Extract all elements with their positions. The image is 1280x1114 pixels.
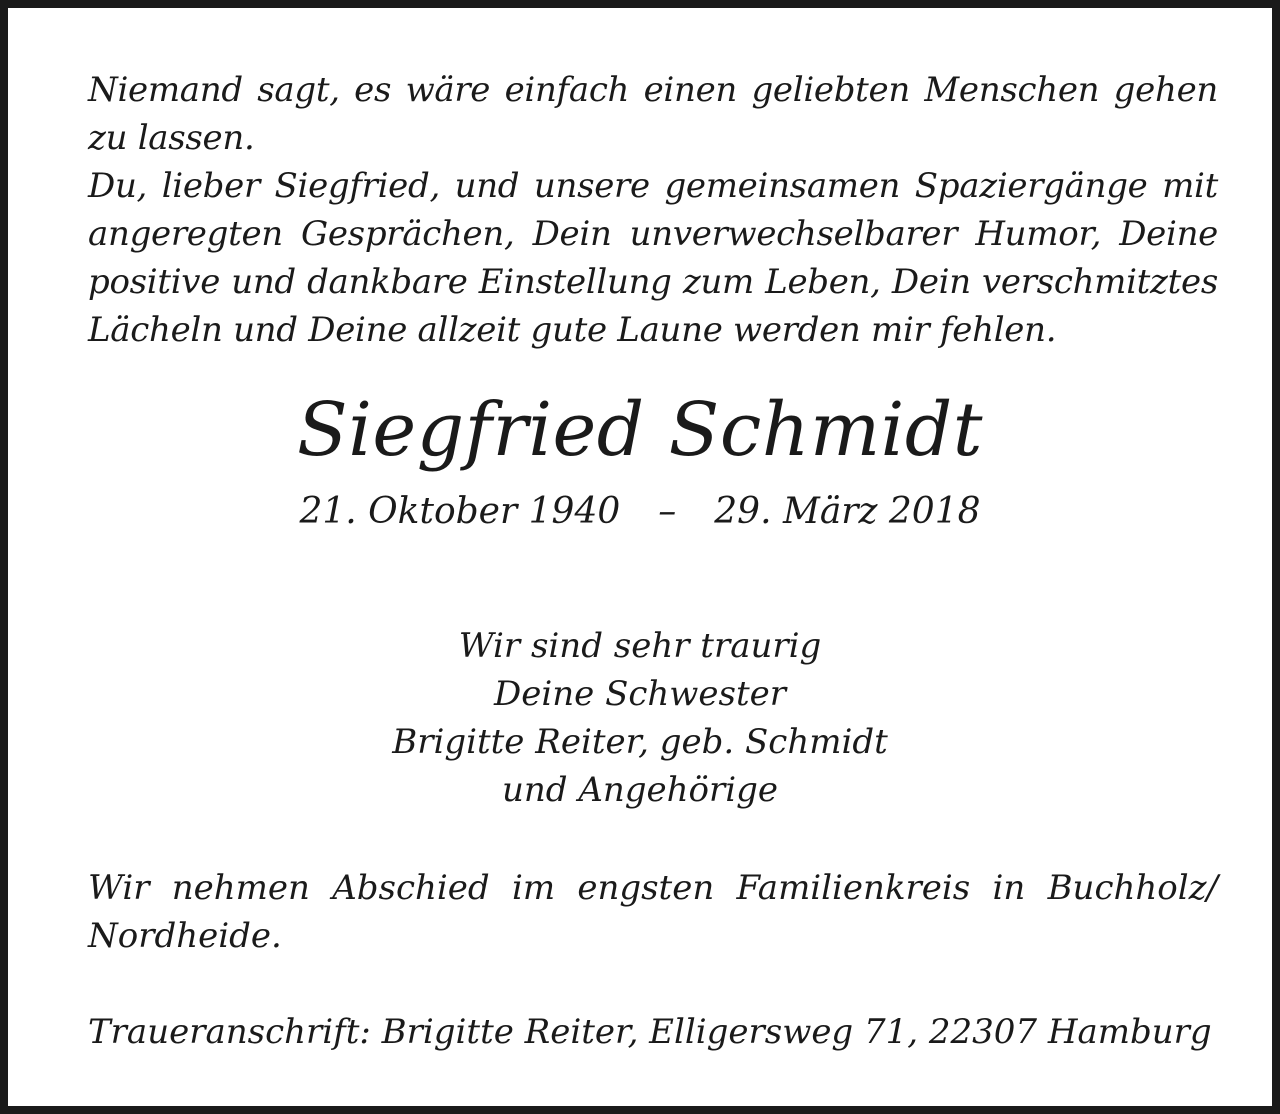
death-date: 29. März 2018 [714,491,981,532]
life-dates [8,488,1272,536]
signoff-line-3: Brigitte Reiter, geb. Schmidt [392,722,888,762]
date-separator: – [658,491,677,532]
intro-paragraph-2: Du, lieber Siegfried, und unsere gemeinsamen Spaziergänge mit angeregten Gesprächen, Dein unverwechselbarer Humor, Deine positive und dankbare Einstellung zum Leben, Dein verschmitztes Lächeln und Deine allzeit gute Laune werden mir fehlen. [88,166,1218,350]
intro-text [88,66,1218,354]
mourning-address: Traueranschrift: Brigitte Reiter, Elligersweg 71, 22307 Hamburg [88,1012,1212,1052]
signoff-line-2: Deine Schwester [493,674,787,714]
birth-date: 21. Oktober 1940 [299,491,621,532]
signoff-line-1: Wir sind sehr traurig [458,626,822,666]
mourners-signoff [8,622,1272,814]
farewell-text: Wir nehmen Abschied im engsten Familienkreis in Buchholz/ Nordheide. [88,868,1218,956]
intro-paragraph-1: Niemand sagt, es wäre einfach einen geliebten Menschen gehen zu lassen. [88,70,1218,158]
signoff-line-4: und Angehörige [501,770,779,810]
deceased-name: Siegfried Schmidt [297,387,983,473]
